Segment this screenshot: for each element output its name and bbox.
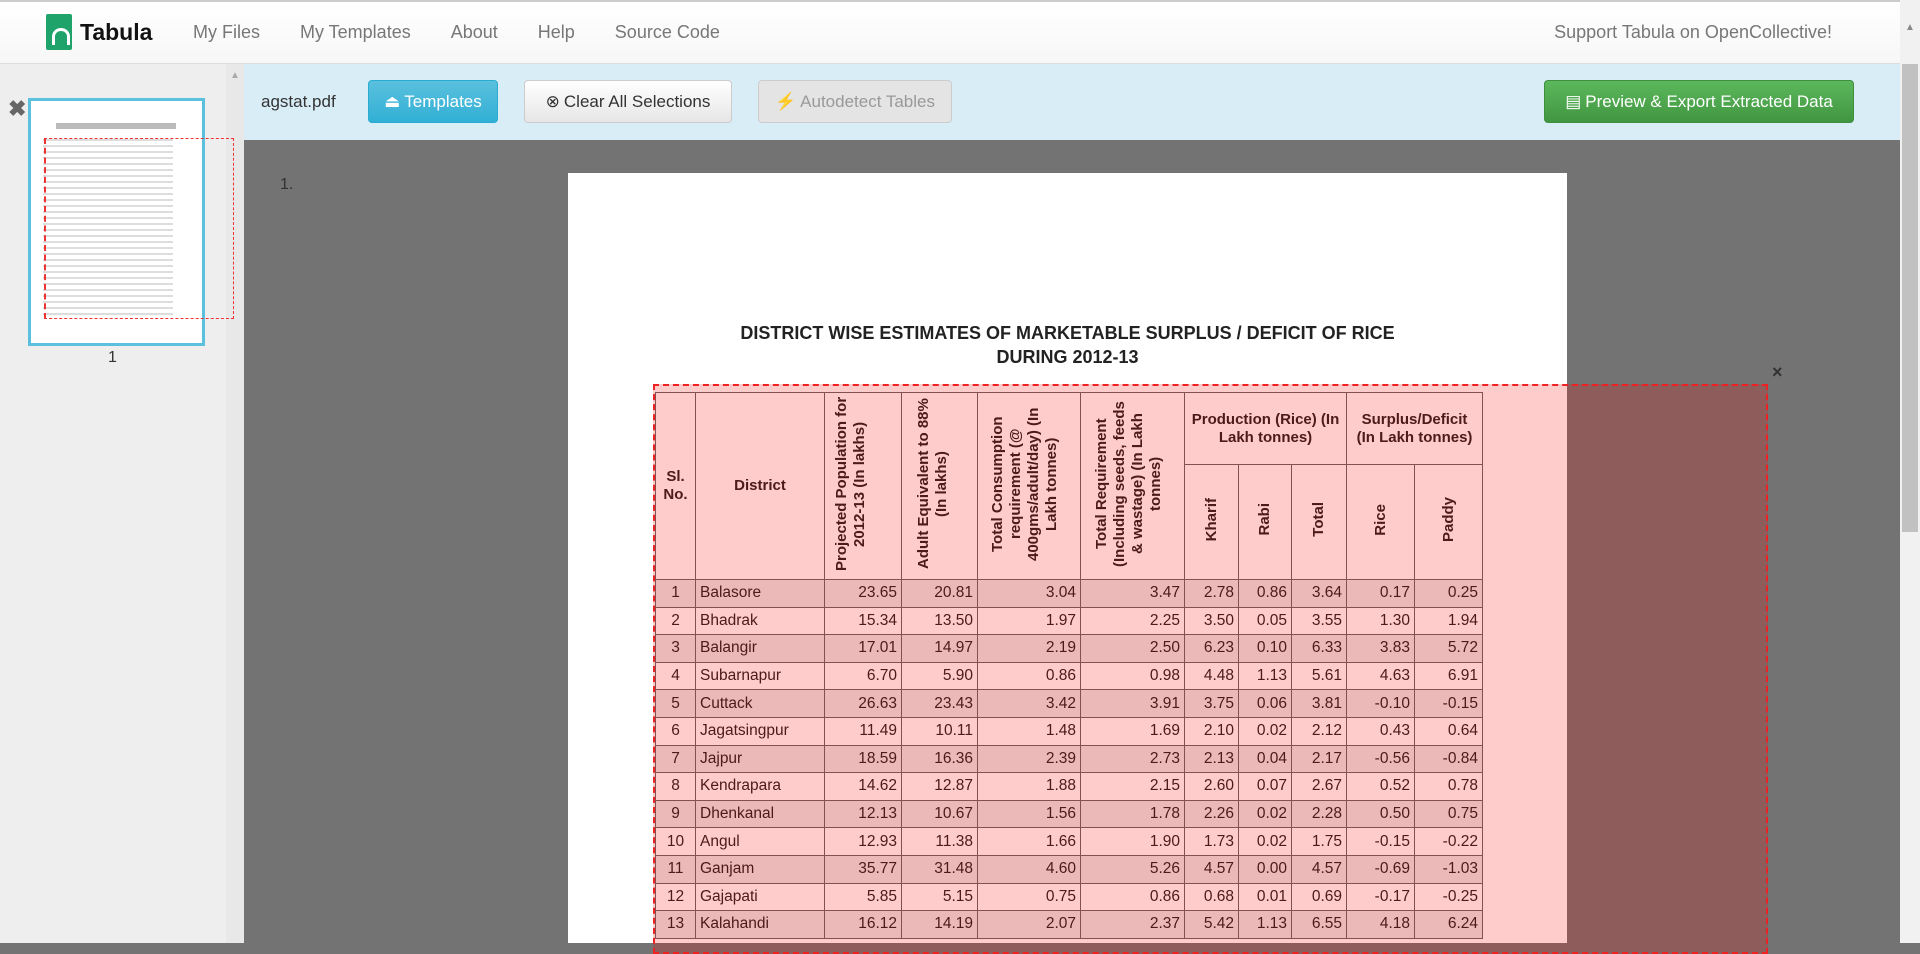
templates-icon: ⏏ [384,91,401,111]
table-cell: 0.68 [1185,883,1239,911]
table-cell: 0.98 [1081,662,1185,690]
table-cell: 18.59 [825,745,902,773]
export-label: Preview & Export Extracted Data [1585,91,1833,111]
header-rice: Rice [1371,503,1389,536]
brand-home-link[interactable] [46,14,152,50]
table-cell: 4.57 [1292,855,1347,883]
table-cell: Subarnapur [696,662,825,690]
table-cell: 3 [656,635,696,663]
table-cell: 1.69 [1081,717,1185,745]
table-cell: 5.72 [1415,635,1483,663]
table-cell: 0.50 [1347,800,1415,828]
header-total: Total [1310,502,1327,537]
table-cell: 2.26 [1185,800,1239,828]
table-cell: -0.22 [1415,828,1483,856]
support-link[interactable]: Support Tabula on OpenCollective! [1554,22,1832,42]
table-cell: 0.75 [978,883,1081,911]
table-cell: 2.78 [1185,580,1239,608]
remove-selection-icon[interactable]: × [1772,362,1783,382]
table-cell: 17.01 [825,635,902,663]
table-cell: 5.90 [902,662,978,690]
table-cell: 0.69 [1292,883,1347,911]
title-line-1: DISTRICT WISE ESTIMATES OF MARKETABLE SURPLUS / DEFICIT OF RICE [740,323,1395,343]
table-cell: Ganjam [696,855,825,883]
nav-my-files[interactable]: My Files [193,22,260,42]
table-cell: 13 [656,911,696,939]
table-cell: Gajapati [696,883,825,911]
table-cell: 3.55 [1292,607,1347,635]
table-cell: 14.19 [902,911,978,939]
tabula-logo-icon [46,14,72,50]
table-cell: 10.11 [902,717,978,745]
nav-help[interactable]: Help [537,22,575,42]
table-cell: 0.78 [1415,773,1483,801]
table-cell: Jajpur [696,745,825,773]
table-cell: 3.75 [1185,690,1239,718]
table-cell: Kendrapara [696,773,825,801]
table-cell: 1.94 [1415,607,1483,635]
header-production: Production (Rice) (In Lakh tonnes) [1185,393,1347,465]
header-consumption: Total Consumption requirement (@ 400gms/adult/day) (In Lakh tonnes) [989,406,1060,561]
table-cell: Cuttack [696,690,825,718]
table-cell: 0.02 [1239,800,1292,828]
table-cell: 16.12 [825,911,902,939]
table-cell: 2.12 [1292,717,1347,745]
table-selection-area[interactable] [653,384,1768,954]
page-number: 1. [280,176,294,193]
table-cell: 6.70 [825,662,902,690]
table-cell: 0.01 [1239,883,1292,911]
table-cell: Bhadrak [696,607,825,635]
nav-source-code[interactable]: Source Code [614,22,720,42]
toolbar [244,64,1900,140]
table-cell: -0.25 [1415,883,1483,911]
table-cell: -0.84 [1415,745,1483,773]
table-cell: 0.05 [1239,607,1292,635]
list-icon: ▤ [1565,91,1582,111]
table-cell: Kalahandi [696,911,825,939]
table-cell: 0.86 [1081,883,1185,911]
table-cell: 4.48 [1185,662,1239,690]
autodetect-label: Autodetect Tables [800,91,935,111]
filename: agstat.pdf [261,92,336,111]
table-cell: 2.07 [978,911,1081,939]
table-cell: 0.10 [1239,635,1292,663]
title-line-2: DURING 2012-13 [996,347,1139,367]
templates-button[interactable] [368,80,498,123]
table-cell: 12.93 [825,828,902,856]
table-cell: -0.17 [1347,883,1415,911]
table-cell: 2.60 [1185,773,1239,801]
table-cell: 2.37 [1081,911,1185,939]
table-cell: 2.13 [1185,745,1239,773]
navbar [0,0,1900,64]
page-thumbnail[interactable] [28,98,205,346]
table-cell: 5 [656,690,696,718]
clear-all-selections-button[interactable] [524,80,732,123]
table-cell: 1.73 [1185,828,1239,856]
table-cell: 10 [656,828,696,856]
table-cell: 12.87 [902,773,978,801]
table-cell: 12.13 [825,800,902,828]
table-cell: 3.47 [1081,580,1185,608]
table-cell: 2.67 [1292,773,1347,801]
thumbnail-selection [44,138,234,319]
table-cell: 0.86 [1239,580,1292,608]
table-cell: Angul [696,828,825,856]
table-cell: 0.25 [1415,580,1483,608]
table-cell: Balangir [696,635,825,663]
table-cell: 16.36 [902,745,978,773]
table-cell: 23.43 [902,690,978,718]
table-cell: 2.28 [1292,800,1347,828]
table-cell: 0.86 [978,662,1081,690]
delete-page-icon[interactable]: ✖ [8,96,27,121]
table-cell: -0.10 [1347,690,1415,718]
table-cell: 0.75 [1415,800,1483,828]
table-cell: 14.62 [825,773,902,801]
table-cell: 0.02 [1239,828,1292,856]
table-cell: 4.63 [1347,662,1415,690]
nav-my-templates[interactable]: My Templates [300,22,411,42]
table-cell: 2.19 [978,635,1081,663]
table-cell: 8 [656,773,696,801]
header-sl: Sl. No. [656,393,696,580]
table-cell: 15.34 [825,607,902,635]
table-cell: 13.50 [902,607,978,635]
table-cell: 5.85 [825,883,902,911]
table-cell: 4.60 [978,855,1081,883]
table-cell: 2.15 [1081,773,1185,801]
table-cell: 10.67 [902,800,978,828]
header-adult-equivalent: Adult Equivalent to 88% (In lakhs) [914,398,950,569]
table-cell: 6.33 [1292,635,1347,663]
header-surplus: Surplus/Deficit (In Lakh tonnes) [1347,393,1483,465]
table-cell: Jagatsingpur [696,717,825,745]
table-cell: 1.13 [1239,911,1292,939]
table-cell: 6.91 [1415,662,1483,690]
table-cell: 0.52 [1347,773,1415,801]
table-cell: 4 [656,662,696,690]
table-cell: 4.57 [1185,855,1239,883]
table-cell: 1.90 [1081,828,1185,856]
table-cell: 6 [656,717,696,745]
table-cell: 0.06 [1239,690,1292,718]
table-cell: 1.78 [1081,800,1185,828]
templates-label: Templates [404,91,482,111]
table-cell: 31.48 [902,855,978,883]
header-district: District [696,393,825,580]
autodetect-tables-button[interactable] [758,80,952,123]
thumbnail-label: 1 [108,349,117,366]
header-rabi: Rabi [1256,503,1273,536]
scrollbar-thumb[interactable] [1902,64,1918,532]
table-cell: 5.26 [1081,855,1185,883]
scroll-up-icon[interactable]: ▲ [230,70,240,81]
table-cell: 0.17 [1347,580,1415,608]
pdf-title [568,321,1567,369]
table-cell: 4.18 [1347,911,1415,939]
table-cell: 2.10 [1185,717,1239,745]
table-cell: 2.17 [1292,745,1347,773]
lightning-icon: ⚡ [774,91,797,111]
table-cell: 12 [656,883,696,911]
table-cell: 3.81 [1292,690,1347,718]
table-cell: 3.64 [1292,580,1347,608]
table-cell: -0.15 [1415,690,1483,718]
table-cell: 11.49 [825,717,902,745]
table-cell: 5.42 [1185,911,1239,939]
table-cell: 2.73 [1081,745,1185,773]
table-cell: 2.25 [1081,607,1185,635]
table-cell: -0.69 [1347,855,1415,883]
table-cell: 1.13 [1239,662,1292,690]
header-population: Projected Population for 2012-13 (In lakhs) [833,396,868,571]
table-cell: 0.64 [1415,717,1483,745]
table-cell: 1.75 [1292,828,1347,856]
clear-label: Clear All Selections [563,91,711,111]
table-cell: 2.39 [978,745,1081,773]
preview-export-button[interactable] [1544,80,1854,123]
table-cell: 3.50 [1185,607,1239,635]
table-cell: 1.48 [978,717,1081,745]
nav-about[interactable]: About [450,22,498,42]
table-cell: 23.65 [825,580,902,608]
table-cell: 6.24 [1415,911,1483,939]
table-cell: 3.04 [978,580,1081,608]
table-cell: 6.23 [1185,635,1239,663]
table-cell: 6.55 [1292,911,1347,939]
scroll-up-icon[interactable]: ▲ [1905,22,1915,33]
table-cell: 1.56 [978,800,1081,828]
table-cell: 11.38 [902,828,978,856]
table-cell: Balasore [696,580,825,608]
table-cell: 26.63 [825,690,902,718]
table-cell: -0.15 [1347,828,1415,856]
table-cell: 1 [656,580,696,608]
table-cell: 14.97 [902,635,978,663]
table-cell: 3.91 [1081,690,1185,718]
table-cell: 5.15 [902,883,978,911]
table-cell: 9 [656,800,696,828]
table-cell: 7 [656,745,696,773]
table-cell: 3.42 [978,690,1081,718]
table-cell: 0.04 [1239,745,1292,773]
main-scrollbar[interactable] [1900,0,1920,943]
clear-circle-icon: ⊗ [545,91,560,111]
header-paddy: Paddy [1439,496,1457,542]
table-cell: 0.02 [1239,717,1292,745]
table-cell: 20.81 [902,580,978,608]
table-cell: Dhenkanal [696,800,825,828]
header-kharif: Kharif [1202,497,1220,542]
table-cell: 1.66 [978,828,1081,856]
header-requirement: Total Requirement (Including seeds, feeds & wastage) (In Lakh tonnes) [1092,400,1164,567]
table-cell: -1.03 [1415,855,1483,883]
table-cell: 5.61 [1292,662,1347,690]
table-cell: 0.43 [1347,717,1415,745]
table-cell: 2 [656,607,696,635]
table-cell: 0.07 [1239,773,1292,801]
table-cell: 11 [656,855,696,883]
table-cell: 1.97 [978,607,1081,635]
table-cell: 3.83 [1347,635,1415,663]
thumbnail-title [56,123,176,129]
table-cell: 2.50 [1081,635,1185,663]
table-cell: 35.77 [825,855,902,883]
table-cell: 1.88 [978,773,1081,801]
brand-name: Tabula [80,18,153,45]
table-cell: 1.30 [1347,607,1415,635]
table-cell: 0.00 [1239,855,1292,883]
table-cell: -0.56 [1347,745,1415,773]
